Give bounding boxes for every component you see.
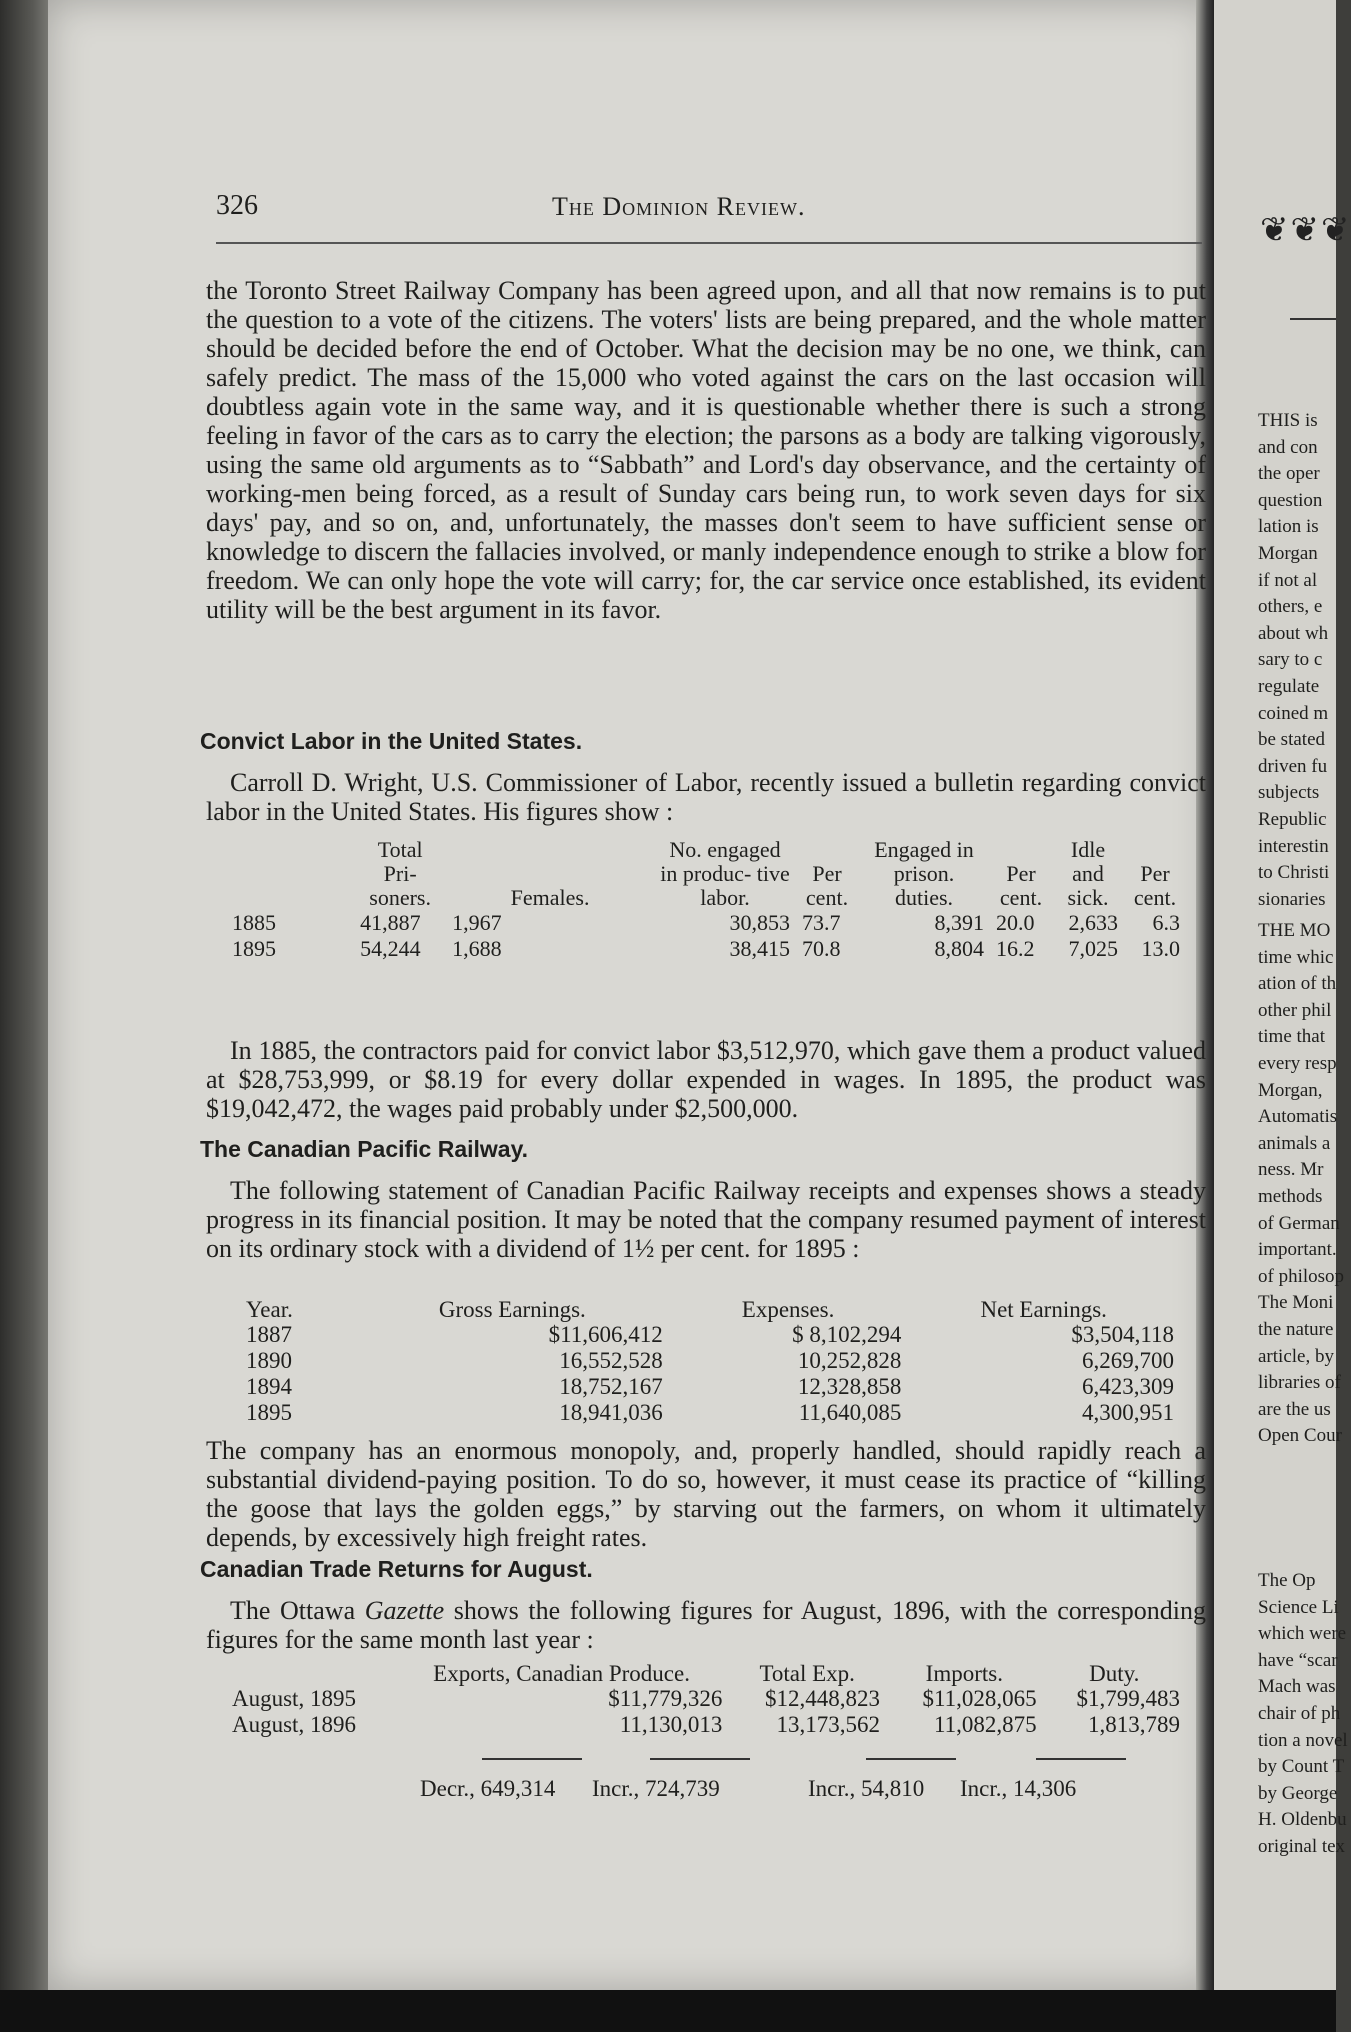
facing-page-line: other phil [1258, 999, 1332, 1021]
facing-page-line: important. [1258, 1239, 1337, 1261]
column-header: Expenses. [741, 1297, 835, 1322]
facing-page-line: which were [1258, 1623, 1347, 1645]
table-cell: $3,504,118 [1071, 1322, 1174, 1347]
table-cell: 12,328,858 [797, 1374, 902, 1399]
page-number: 326 [216, 190, 258, 221]
table-cell: $12,448,823 [765, 1686, 881, 1711]
facing-page-line: are the us [1258, 1398, 1331, 1420]
table-cell: 1895 [232, 936, 276, 961]
table-cell: 20.0 [996, 910, 1035, 935]
page-header [216, 190, 1216, 230]
table-cell: $11,028,065 [922, 1686, 1037, 1711]
table-cell: 6,423,309 [1082, 1374, 1174, 1399]
facing-page-line: methods [1258, 1186, 1323, 1207]
table-cell: $11,779,326 [608, 1686, 723, 1711]
facing-page-line: to Christi [1258, 862, 1330, 884]
facing-page-line: sary to c [1258, 649, 1323, 671]
table-cell: $1,799,483 [1076, 1686, 1180, 1711]
facing-page-line: of philosop [1258, 1265, 1345, 1287]
facing-page-line: time that [1258, 1026, 1326, 1048]
column-header: Engaged in prison. duties. [874, 837, 974, 910]
table-cell: 70.8 [802, 936, 841, 961]
running-title: The Dominion Review. [552, 192, 806, 221]
trade-returns-table [226, 1662, 1186, 1738]
facing-page-line: by Count T [1258, 1756, 1345, 1778]
sum-rule [650, 1758, 750, 1760]
facing-page-line: interestin [1258, 835, 1329, 857]
facing-page-line: every resp [1258, 1053, 1337, 1074]
facing-page-line: Mach was [1258, 1676, 1336, 1698]
trade-change-duty: Incr., 14,306 [960, 1776, 1077, 1801]
table-cell: 11,130,013 [619, 1712, 723, 1737]
table-cell: 4,300,951 [1082, 1400, 1174, 1425]
trade-change-exports: Decr., 649,314 [420, 1776, 556, 1801]
trade-heading-text: Canadian Trade Returns for August. [200, 1556, 593, 1582]
table-cell: 11,640,085 [798, 1400, 902, 1425]
scan-bottom-border [0, 1990, 1336, 2032]
column-header [226, 1662, 395, 1686]
facing-page-line: THE MO [1258, 920, 1331, 941]
column-header [226, 838, 354, 910]
column-header: Total Exp. [759, 1661, 855, 1686]
column-header: Per cent. [999, 861, 1043, 910]
facing-page-line: Open Cour [1258, 1425, 1342, 1447]
table-cell: 38,415 [729, 936, 790, 961]
facing-page-line: article, by [1258, 1345, 1334, 1367]
trade-intro-gazette: Gazette [364, 1596, 445, 1625]
facing-page-line: Morgan [1258, 543, 1318, 564]
column-header: Imports. [925, 1661, 1003, 1686]
facing-page-line: animals a [1258, 1132, 1331, 1154]
facing-page-line: original tex [1258, 1836, 1346, 1857]
facing-page-line: tion a novel [1258, 1729, 1348, 1751]
convict-labor-table [226, 838, 1186, 962]
facing-page-line: subjects [1258, 782, 1320, 804]
table-cell: 18,941,036 [559, 1400, 663, 1425]
table-row [226, 936, 1186, 962]
sum-rule [482, 1758, 582, 1760]
table-cell: 30,853 [729, 910, 790, 935]
facing-page-line: others, e [1258, 596, 1323, 618]
table-cell: 1887 [246, 1322, 292, 1347]
trade-intro-post: shows the following figures for August, 1896, with the corresponding figures for the same month last year : [206, 1596, 1206, 1654]
trade-change-total: Incr., 724,739 [592, 1776, 720, 1801]
facing-page-line: libraries of [1258, 1372, 1341, 1394]
facing-page-line: be stated [1258, 729, 1326, 751]
column-header: Gross Earnings. [438, 1297, 586, 1322]
table-cell: 13.0 [1141, 936, 1180, 961]
table-cell: 7,025 [1068, 936, 1118, 961]
intro-paragraph: the Toronto Street Railway Company has been agreed upon, and all that now remains is to put the question to a vote of the citizens. The voters' lists are being prepared, and the whole matter should be decided before the end of October. What the decision may be no one, we think, can safely predict. The mass of the 15,000 who voted against the cars on the last occasion will doubtless again vote in the same way, and it is questionable whether there is such a strong feeling in favor of the cars as to carry the election; the parsons as a body are talking vigorously, using the same old arguments as to “Sabbath” and Lord's day observance, and the certainty of working-men being forced, as a result of Sunday cars being run, to work seven days for six days' pay, and so on, and, unfortunately, the masses don't seem to have sufficient sense or knowledge to discern the fallacies involved, or manly independence enough to strike a blow for freedom. We can only hope the vote will carry; for, the car service once established, its evident utility will be the best argument in its favor. [206, 276, 1206, 624]
facing-page-line: The Op [1258, 1570, 1316, 1591]
ornament-icon: ❦❦❦ [1260, 212, 1351, 249]
facing-page-line: coined m [1258, 702, 1329, 724]
facing-page-line: regulate [1258, 676, 1320, 697]
column-header: Total Pri- soners. [369, 837, 431, 910]
facing-ornament-rule [1290, 318, 1336, 320]
facing-page-line: ation of th [1258, 973, 1337, 995]
table-row [240, 1374, 1180, 1400]
facing-page-line: about wh [1258, 622, 1329, 644]
facing-page-line: Automatis [1258, 1106, 1338, 1128]
facing-page-line: ness. Mr [1258, 1159, 1324, 1181]
convict-after: In 1885, the contractors paid for convict labor $3,512,970, which gave them a product valued at $28,753,999, or $8.19 for every dollar expended in wages. In 1895, the product was $19,042,472, the wages paid probably under $2,500,000. [206, 1036, 1206, 1123]
column-header: Exports, Canadian Produce. [433, 1661, 690, 1686]
cpr-earnings-table [240, 1298, 1180, 1426]
column-header: Per cent. [805, 861, 849, 910]
table-cell: 11,082,875 [933, 1712, 1037, 1737]
table-cell: 1885 [232, 910, 276, 935]
header-rule [216, 242, 1202, 244]
facing-page-line: Republic [1258, 809, 1327, 830]
convict-intro: Carroll D. Wright, U.S. Commissioner of Labor, recently issued a bulletin regarding convict labor in the United States. His figures show : [206, 768, 1206, 826]
column-header: Net Earnings. [980, 1297, 1107, 1322]
facing-page-line: and con [1258, 436, 1318, 458]
table-cell: 6.3 [1152, 910, 1180, 935]
facing-page-line: lation is [1258, 516, 1319, 538]
facing-page-line: chair of ph [1258, 1703, 1341, 1724]
table-cell: 6,269,700 [1082, 1348, 1174, 1373]
table-cell: 1895 [246, 1400, 292, 1425]
facing-page-line: have “scar [1258, 1649, 1338, 1671]
facing-page-line: driven fu [1258, 755, 1328, 777]
table-row [240, 1400, 1180, 1426]
facing-page-line: of German [1258, 1212, 1340, 1234]
sum-rule [1036, 1758, 1126, 1760]
table-row [240, 1322, 1180, 1348]
facing-page-line: sionaries [1258, 888, 1326, 910]
facing-page-line: Morgan, [1258, 1079, 1323, 1101]
cpr-intro: The following statement of Canadian Pacific Railway receipts and expenses shows a steady progress in its financial position. It may be noted that the company resumed payment of interest on its ordinary stock with a dividend of 1½ per cent. for 1895 : [206, 1176, 1206, 1263]
table-cell: August, 1895 [232, 1686, 356, 1711]
table-cell: 1894 [246, 1374, 292, 1399]
column-header: Duty. [1089, 1661, 1140, 1686]
facing-page-line: question [1258, 489, 1323, 511]
facing-page-line: H. Oldenbu [1258, 1809, 1347, 1831]
facing-page-line: if not al [1258, 569, 1318, 591]
cpr-after: The company has an enormous monopoly, and, properly handled, should rapidly reach a substantial dividend-paying position. To do so, however, it must cease its practice of “killing the goose that lays the golden eggs,” by starving out the farmers, on whom it ultimately depends, by excessively high freight rates. [206, 1436, 1206, 1552]
facing-page-line: Science Li [1258, 1596, 1339, 1618]
trade-change-imports: Incr., 54,810 [808, 1776, 925, 1801]
table-header-row [240, 1298, 1180, 1322]
facing-page-line: time whic [1258, 946, 1334, 968]
section-heading-cpr: The Canadian Pacific Railway. [200, 1136, 529, 1162]
column-header: Per cent. [1133, 861, 1177, 910]
book-spine-shadow [0, 0, 48, 2032]
table-cell: 1,688 [452, 936, 502, 961]
table-row [226, 1686, 1186, 1712]
table-header-row [226, 838, 1186, 910]
table-cell: 1,967 [452, 910, 502, 935]
table-cell: 41,887 [360, 910, 421, 935]
facing-page-line: THIS is [1258, 410, 1318, 431]
table-cell: $11,606,412 [548, 1322, 663, 1347]
table-cell: August, 1896 [232, 1712, 356, 1737]
column-header: No. engaged in produc- tive labor. [660, 837, 790, 910]
table-cell: 18,752,167 [559, 1374, 663, 1399]
section-heading-trade [200, 1556, 593, 1583]
trade-intro [206, 1596, 1206, 1654]
table-cell: 54,244 [360, 936, 421, 961]
sum-rule [866, 1758, 956, 1760]
table-cell: 13,173,562 [776, 1712, 881, 1737]
table-cell: 1,813,789 [1088, 1712, 1180, 1737]
facing-page-line: by George [1258, 1782, 1338, 1804]
column-header: Year. [246, 1297, 293, 1322]
section-heading-convict-labor: Convict Labor in the United States. [200, 728, 583, 754]
table-cell: 1890 [246, 1348, 292, 1373]
table-cell: 73.7 [802, 910, 841, 935]
table-cell: 10,252,828 [797, 1348, 902, 1373]
table-header-row [226, 1662, 1186, 1686]
table-cell: 2,633 [1068, 910, 1118, 935]
table-row [226, 910, 1186, 936]
facing-page-line: the oper [1258, 463, 1320, 485]
table-cell: 8,391 [934, 910, 984, 935]
column-header: Idle and sick. [1067, 837, 1109, 910]
facing-page-line: the nature [1258, 1319, 1334, 1340]
trade-intro-pre: The Ottawa [230, 1596, 365, 1625]
table-row [226, 1712, 1186, 1738]
table-cell: 16,552,528 [559, 1348, 663, 1373]
column-header: Females. [510, 885, 590, 910]
table-cell: $ 8,102,294 [792, 1322, 902, 1347]
facing-page-line: The Moni [1258, 1292, 1334, 1314]
table-row [240, 1348, 1180, 1374]
table-cell: 16.2 [996, 936, 1035, 961]
table-cell: 8,804 [934, 936, 984, 961]
